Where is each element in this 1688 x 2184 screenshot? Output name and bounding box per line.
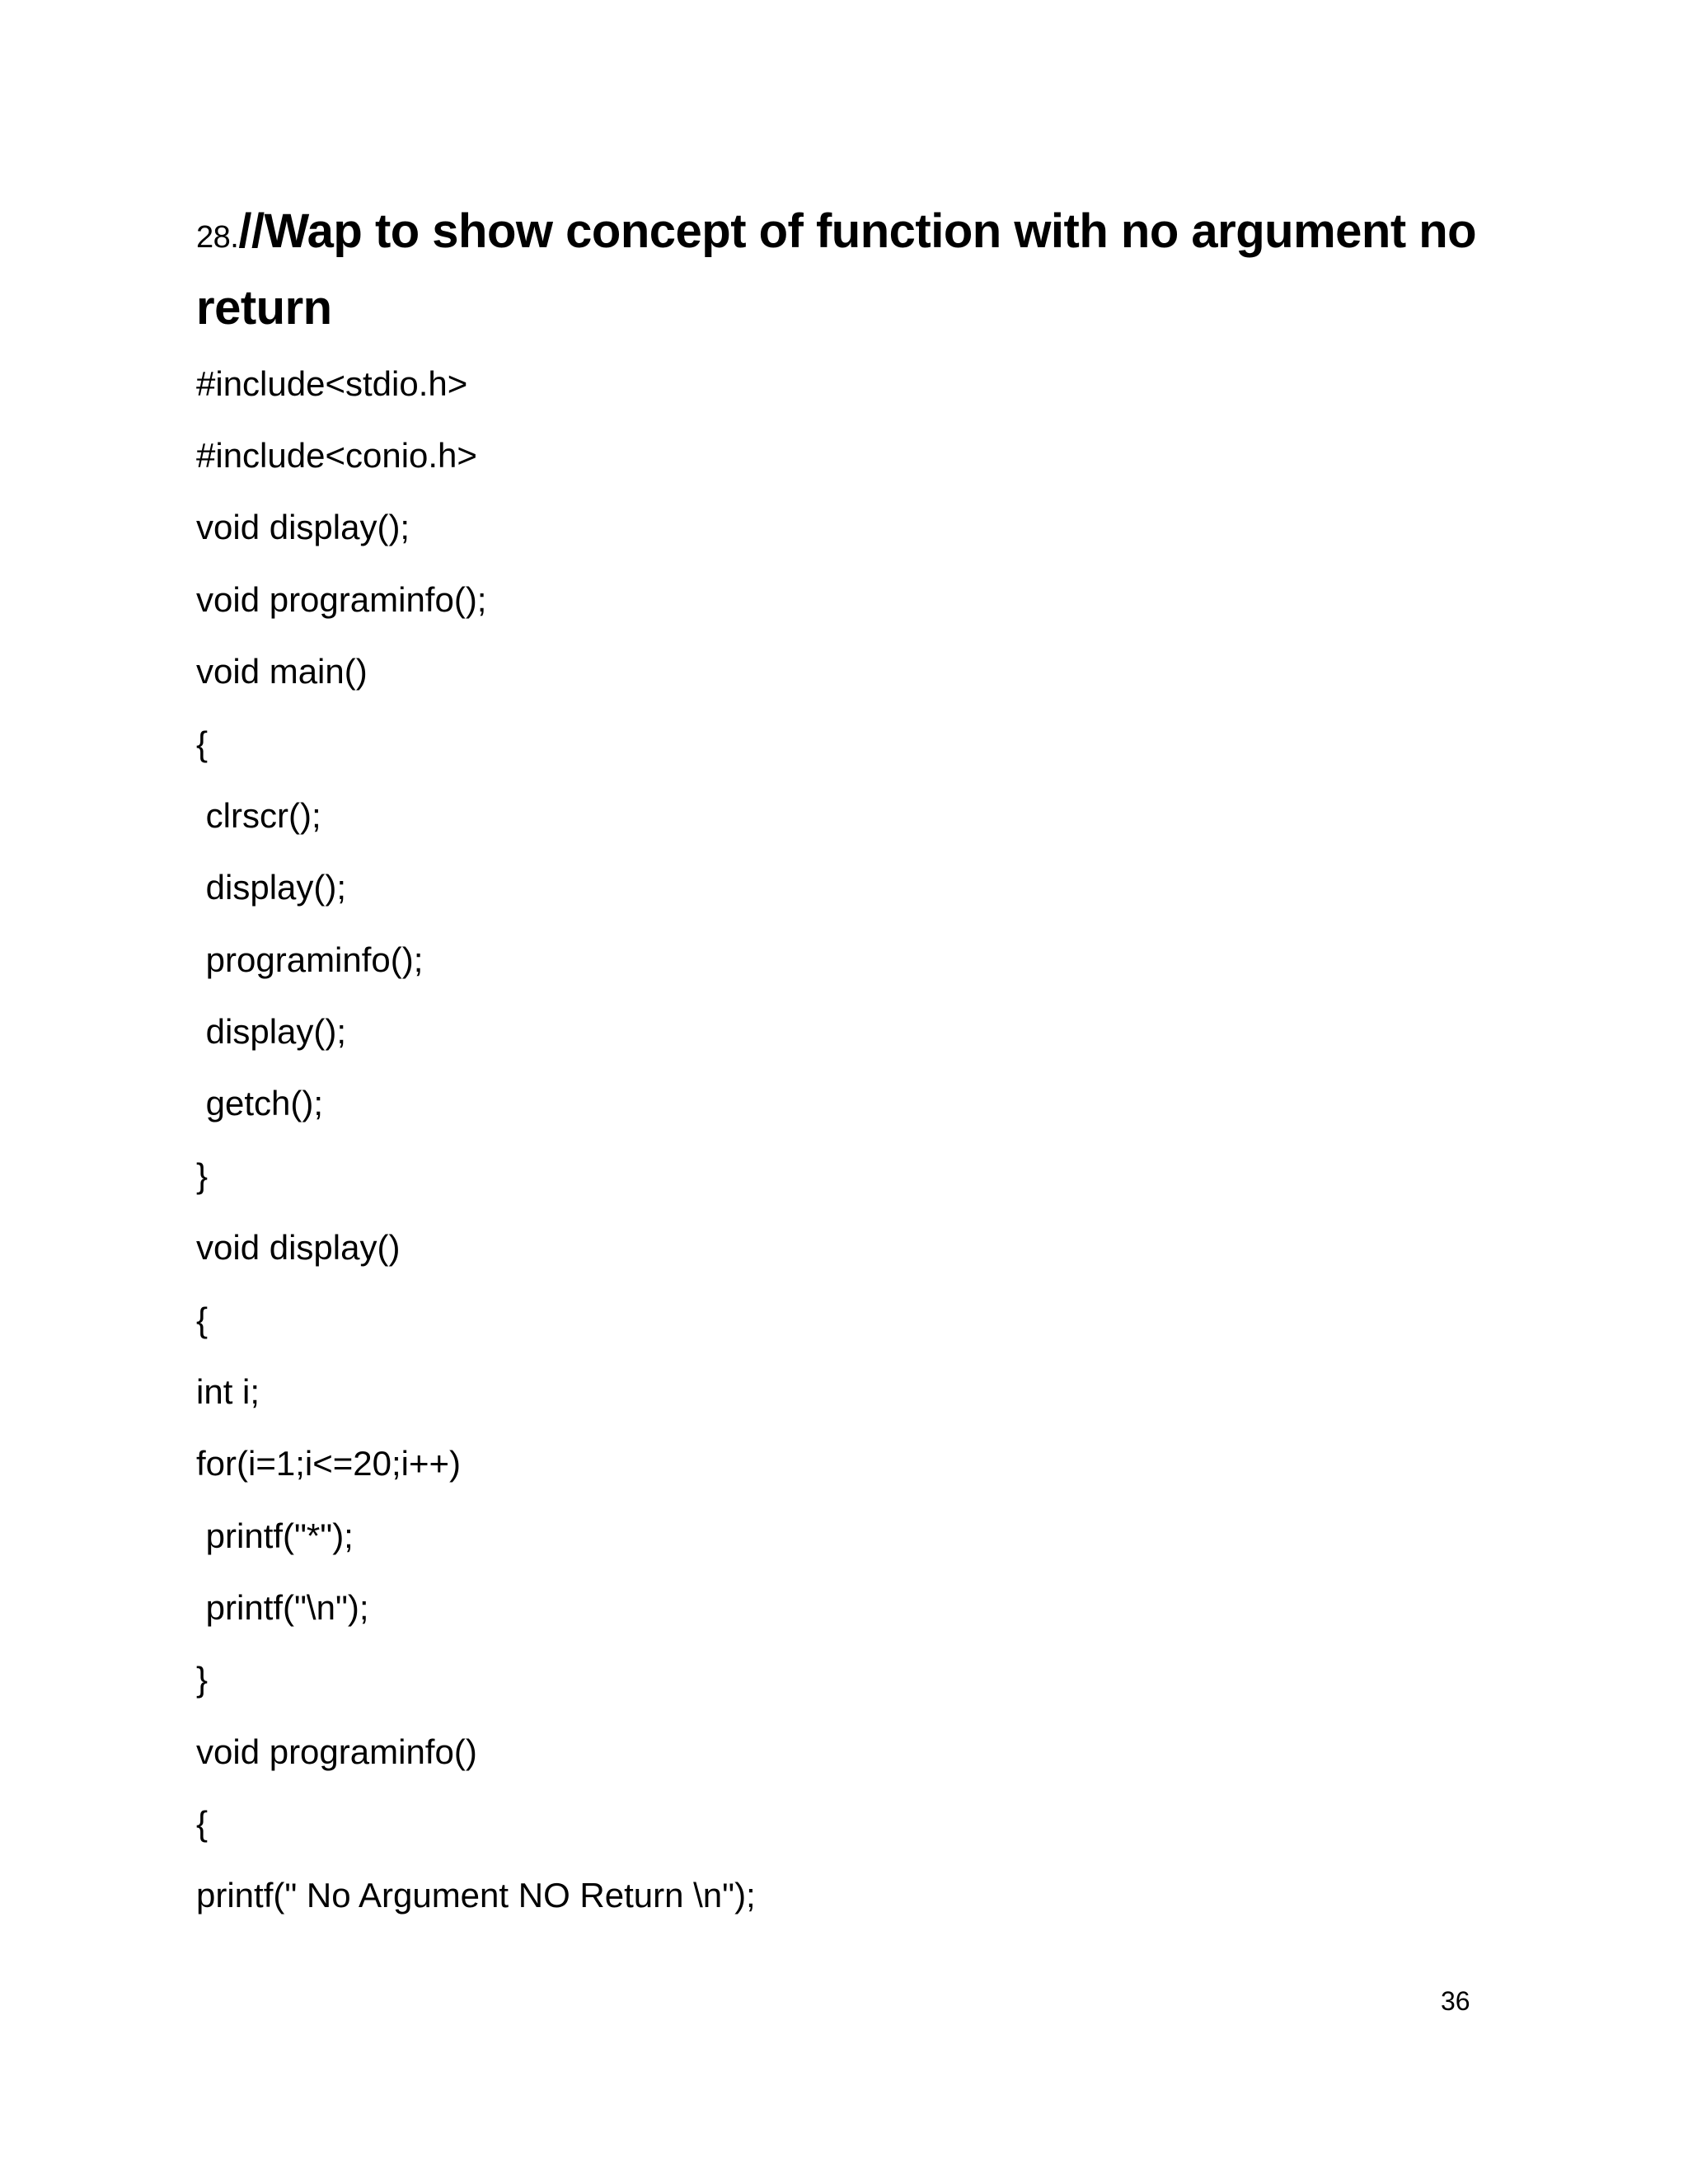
code-line: for(i=1;i<=20;i++): [196, 1444, 462, 1483]
code-line: }: [196, 1660, 209, 1699]
code-line: printf(" No Argument NO Return \n");: [196, 1876, 756, 1915]
code-line: void display(): [196, 1228, 401, 1267]
code-line: display();: [196, 1012, 347, 1051]
code-line: void display();: [196, 508, 410, 546]
code-line: getch();: [196, 1084, 324, 1122]
page-number: 36: [1441, 1986, 1470, 2016]
code-line: printf("\n");: [196, 1588, 369, 1627]
code-line: printf("*");: [196, 1516, 354, 1555]
code-line: void main(): [196, 652, 368, 691]
code-line: {: [196, 1301, 209, 1339]
code-line: {: [196, 1804, 209, 1843]
code-line: display();: [196, 868, 347, 907]
code-line: programinfo();: [196, 940, 424, 979]
program-heading: [196, 196, 1515, 344]
program-title: //Wap to show concept of function with no argument no return: [196, 204, 1477, 335]
code-line: {: [196, 724, 209, 763]
code-line: void programinfo(): [196, 1732, 477, 1771]
program-number: 28.: [196, 220, 239, 255]
code-line: void programinfo();: [196, 580, 487, 619]
code-line: }: [196, 1156, 209, 1195]
code-line: #include<conio.h>: [196, 436, 477, 475]
code-line: #include<stdio.h>: [196, 364, 468, 403]
code-line: clrscr();: [196, 796, 321, 835]
code-line: int i;: [196, 1372, 260, 1411]
